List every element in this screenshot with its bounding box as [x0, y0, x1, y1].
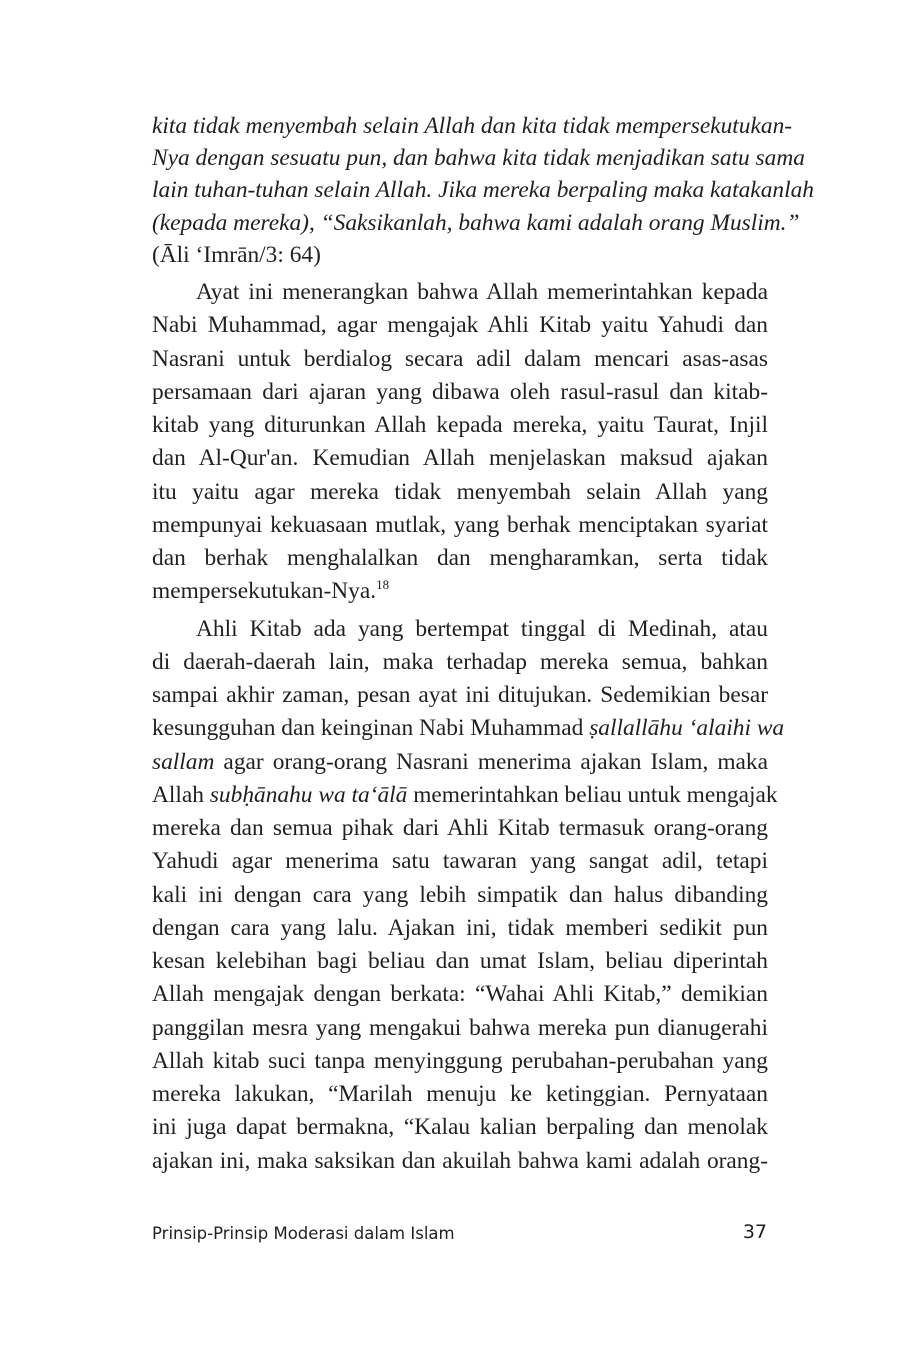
paragraph-line: di daerah-daerah lain, maka terhadap mereka semua, bahkan: [152, 648, 768, 675]
paragraph-line: kitab yang diturunkan Allah kepada mereka, yaitu Taurat, Injil: [152, 412, 768, 438]
paragraph-line: [152, 746, 768, 779]
paragraph-line: Yahudi agar menerima satu tawaran yang sangat adil, tetapi: [152, 848, 768, 875]
paragraph-1: [152, 276, 768, 609]
paragraph-line: Ahli Kitab ada yang bertempat tinggal di Medinah, atau: [196, 615, 768, 642]
paragraph-line: persamaan dari ajaran yang dibawa oleh rasul-rasul dan kitab-: [152, 378, 768, 405]
paragraph-line: [152, 779, 778, 812]
paragraph-line-text: mempersekutukan-Nya.: [152, 578, 377, 605]
paragraph-line: panggilan mesra yang mengakui bahwa mereka pun dianugerahi: [152, 1014, 768, 1041]
footnote-marker: 18: [376, 577, 390, 593]
paragraph-line: kesan kelebihan bagi beliau dan umat Islam, beliau diperintah: [152, 948, 768, 974]
paragraph-line: [152, 575, 768, 608]
paragraph-line: Nabi Muhammad, agar mengajak Ahli Kitab yaitu Yahudi dan: [152, 312, 768, 339]
paragraph-line: sampai akhir zaman, pesan ayat ini ditujukan. Sedemikian besar: [152, 682, 768, 708]
paragraph-line: ajakan ini, maka saksikan dan akuilah bahwa kami adalah orang-: [152, 1147, 768, 1174]
page-number: 37: [742, 1221, 767, 1243]
paragraph-line: dengan cara yang lalu. Ajakan ini, tidak memberi sedikit pun: [152, 914, 768, 941]
quote-line: lain tuhan-tuhan selain Allah. Jika mereka berpaling maka katakanlah: [152, 177, 814, 204]
paragraph-line-text: Allah: [152, 781, 210, 808]
paragraph-line: mereka dan semua pihak dari Ahli Kitab termasuk orang-orang: [152, 815, 768, 841]
paragraph-line: [152, 712, 785, 745]
quote-line: kita tidak menyembah selain Allah dan kita tidak mempersekutukan-: [152, 113, 793, 139]
paragraph-line: dan Al-Qur'an. Kemudian Allah menjelaskan maksud ajakan: [152, 445, 768, 472]
running-footer-title: Prinsip-Prinsip Moderasi dalam Islam: [152, 1224, 455, 1243]
paragraph-line: dan berhak menghalalkan dan mengharamkan, serta tidak: [152, 545, 768, 571]
quote-line: (kepada mereka), “Saksikanlah, bahwa kami adalah orang Muslim.”: [152, 209, 800, 236]
paragraph-line-text: kesungguhan dan keinginan Nabi Muhammad: [152, 715, 590, 742]
paragraph-line: itu yaitu agar mereka tidak menyembah selain Allah yang: [152, 478, 768, 505]
paragraph-line: Allah mengajak dengan berkata: “Wahai Ahli Kitab,” demikian: [152, 981, 768, 1008]
quran-quote: [152, 110, 814, 271]
paragraph-line: Ayat ini menerangkan bahwa Allah memerintahkan kepada: [196, 279, 768, 305]
quote-reference: (Āli ‘Imrān/3: 64): [152, 241, 321, 268]
paragraph-line-text: memerintahkan beliau untuk mengajak: [407, 781, 778, 808]
paragraph-line: ini juga dapat bermakna, “Kalau kalian berpaling dan menolak: [152, 1114, 768, 1141]
paragraph-2: [152, 613, 785, 1178]
honorific-italic: sallam: [152, 748, 215, 775]
paragraph-line: mereka lakukan, “Marilah menuju ke ketinggian. Pernyataan: [152, 1081, 768, 1107]
paragraph-line: mempunyai kekuasaan mutlak, yang berhak menciptakan syariat: [152, 511, 768, 538]
honorific-italic: ṣallallāhu ‘alaihi wa: [589, 715, 785, 742]
quote-line: Nya dengan sesuatu pun, dan bahwa kita tidak menjadikan satu sama: [152, 145, 805, 172]
honorific-italic: subḥānahu wa ta‘ālā: [209, 781, 408, 808]
paragraph-line: kali ini dengan cara yang lebih simpatik dan halus dibanding: [152, 881, 768, 908]
body-text: [152, 276, 785, 1178]
paragraph-line-text: agar orang-orang Nasrani menerima ajakan Islam, maka: [214, 748, 768, 775]
paragraph-line: Allah kitab suci tanpa menyinggung perubahan-perubahan yang: [152, 1047, 768, 1074]
paragraph-line: Nasrani untuk berdialog secara adil dalam mencari asas-asas: [152, 345, 768, 372]
